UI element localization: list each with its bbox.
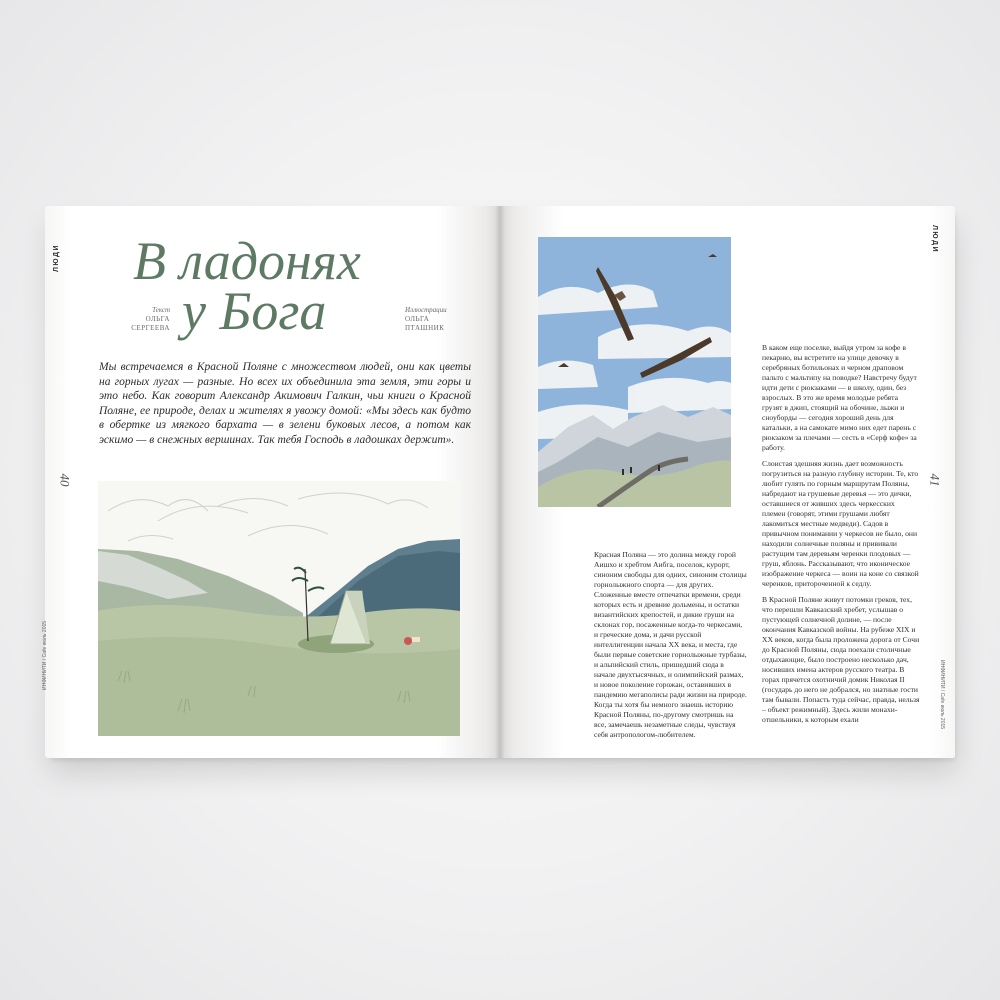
col2-paragraph-3: В Красной Поляне живут потомки греков, тех, что перешли Кавказский хребет, услышав о пустующей солнечной долине, — после окончания Кавказской войны. На рубеже XIX и XX веков, когда была проложена дорога от Сочи до Красной Поляны, сюда поехали столичные отдыхающие, было построено несколько дач, носивших имена актеров русского театра. В горах прячется охотничий домик Николая II (государь до него не добрался, но знатные гости там бывали. Попасть туда сейчас, правда, нельзя – объект режимный). Здесь жили монахи-отшельники, к которым ехали xyxy=(762,595,920,724)
section-label-left: ЛЮДИ xyxy=(53,244,60,272)
footer-right: ИНФИНИТИ / Cafe июль 2015 xyxy=(939,660,945,730)
credit-illustration xyxy=(405,306,475,333)
col1-paragraph-1: Красная Поляна — это долина между горой Аишхо и хребтом Аибга, поселок, курорт, синоним свободы для одних, синоним столицы горнолыжного спорта — для других. Сложенные вместе отпечатки времени, среди которых есть и древние дольмены, и остатки византийских крепостей, и дикие груши на склонах гор, посаженные когда-то черкесами, и греческие дома, и дачи русской интеллигенции начала XX века, и места, где были первые советские горнолыжные турбазы, и альпийский стиль, пришедший сюда в начале двухтысячных, и олимпийский размах, и новое поколение горожан, оставивших в пандемию мегаполисы ради жизни на природе. Когда ты хотя бы немного знаешь историю Красной Поляны, по-другому смотришь на все, замечаешь незаметные следы, чувствуя себя антропологом-любителем. xyxy=(594,550,747,739)
lead-text: Мы встречаемся в Красной Поляне с множеством людей, они как цветы на горных лугах — разные. Но всех их объединила эта земля, эти горы и это небо. Как говорит Александр Акимович Галкин, чьи книги о Красной Поляне, ее природе, делах и жителях я увожу домой: «Мы здесь как будто в обертке из мягкого бархата — в зелени буковых лесов, а потом как эскимо — в снежных вершинах. Так тебя Господь в ладошках держит». xyxy=(99,361,471,446)
section-label-right: ЛЮДИ xyxy=(931,225,938,253)
credit-text xyxy=(100,306,170,333)
article-title-line2: у Бога xyxy=(182,281,327,341)
page-number-left: 40 xyxy=(57,473,73,487)
credit-illustration-role: Иллюстрации xyxy=(405,306,447,314)
credit-illustration-name2: ПТАШНИК xyxy=(405,324,445,332)
article-title-line1: В ладонях xyxy=(133,231,361,291)
col2-paragraph-2: Слоистая здешняя жизнь дает возможность погрузиться на разную глубину истории. Те, кто любит гулять по горным маршрутам Поляны, набредают на грушевые деревья — это дички, оставшиеся от живших здесь черкесских племен (говорят, этими грушами любят лакомиться местные медведи). Садов в привычном понимании у черкесов не было, они находили солнечные поляны и прививали растущим там деревьям черенки плодовых — груш, яблонь. Рассказывают, что иконическое изображение черкеса — воин на коне со связкой черенков, притороченной к седлу. xyxy=(762,459,919,588)
book-spine xyxy=(495,206,505,758)
page-number-right: 41 xyxy=(927,473,943,487)
credit-text-role: Текст xyxy=(152,306,170,314)
credit-text-name1: ОЛЬГА xyxy=(145,315,170,323)
sky-eagles-illustration xyxy=(538,237,731,507)
credit-text-name2: СЕРГЕЕВА xyxy=(131,324,170,332)
footer-left: ИНФИНИТИ / Cafe июль 2015 xyxy=(42,620,48,690)
text-column-2 xyxy=(762,343,920,731)
col2-paragraph-1: В каком еще поселке, выйдя утром за кофе в пекарню, вы встретите на улице девочку в серебряных ботильонах и черном драповом пальто с мальтипу на поводке? Навстречу будут идти дети с рюкзаками — в школу, один, без взрослых. В это же время молодые ребята грузят в джип, стоящий на обочине, лыжи и сноуборды — сегодня хороший день для катальки, а на самокате мимо них едет парень с рюкзаком за плечами — сесть в «Серф кофе» за работу. xyxy=(762,343,917,452)
credit-illustration-name1: ОЛЬГА xyxy=(405,315,430,323)
meadow-illustration xyxy=(98,481,460,736)
text-column-1 xyxy=(594,550,747,746)
lead-paragraph xyxy=(99,360,471,448)
